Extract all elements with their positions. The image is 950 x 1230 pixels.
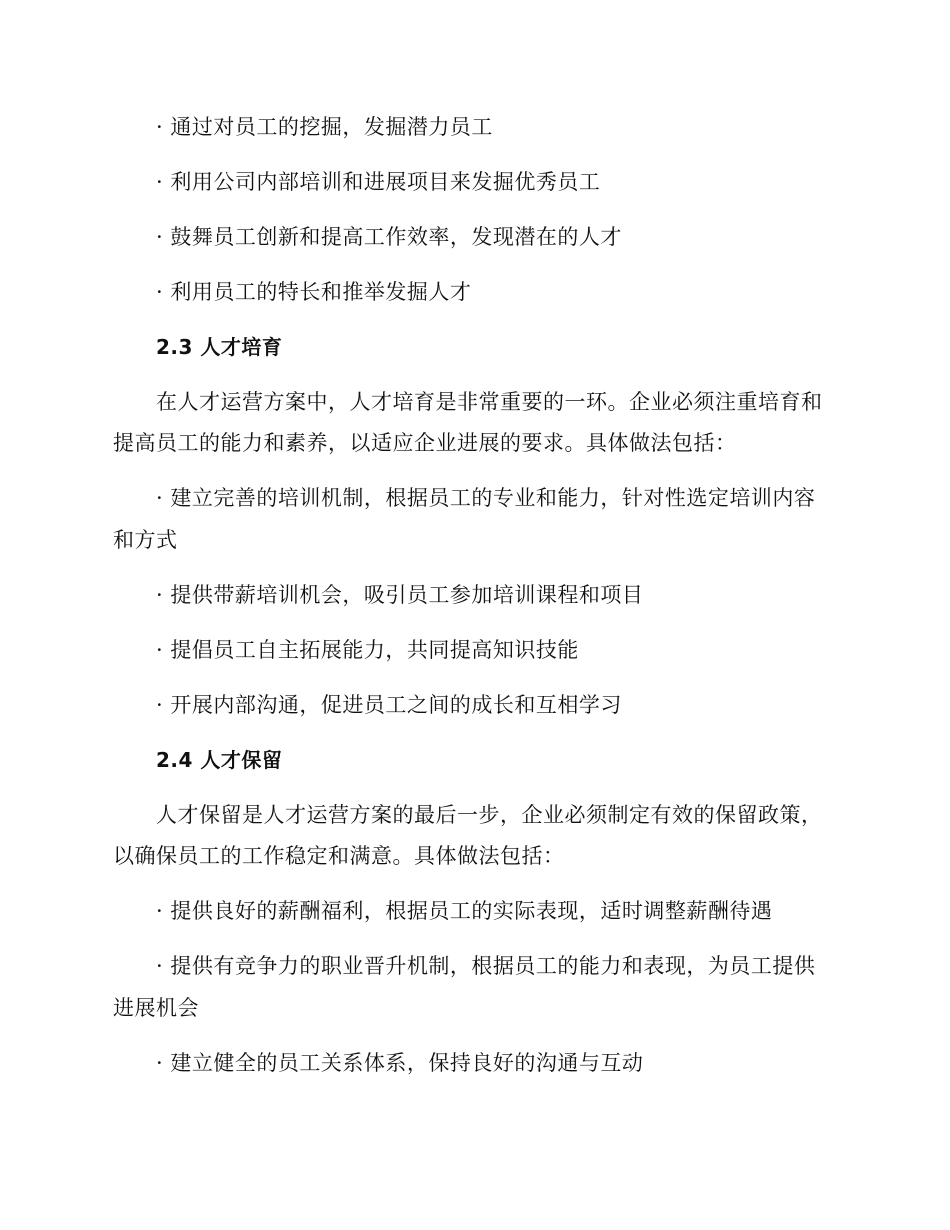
bullet-training-mechanism-line-2: 和方式 — [113, 528, 178, 552]
bullet-dig-potential: · 通过对员工的挖掘，发掘潜力员工 — [156, 115, 493, 139]
section-heading-2-3: 2.3 人才培育 — [156, 335, 283, 359]
section-heading-2-4: 2.4 人才保留 — [156, 748, 283, 772]
bullet-paid-training: · 提供带薪培训机会，吸引员工参加培训课程和项目 — [156, 583, 644, 607]
paragraph-2-3-line-1: 在人才运营方案中，人才培育是非常重要的一环。企业必须注重培育和 — [156, 390, 823, 414]
bullet-promotion-line-1: · 提供有竞争力的职业晋升机制，根据员工的能力和表现，为员工提供 — [156, 954, 816, 978]
bullet-internal-training: · 利用公司内部培训和进展项目来发掘优秀员工 — [156, 170, 601, 194]
bullet-innovation: · 鼓舞员工创新和提高工作效率，发现潜在的人才 — [156, 225, 622, 249]
bullet-employee-relations: · 建立健全的员工关系体系，保持良好的沟通与互动 — [156, 1051, 644, 1075]
bullet-self-development: · 提倡员工自主拓展能力，共同提高知识技能 — [156, 638, 579, 662]
bullet-specialty: · 利用员工的特长和推举发掘人才 — [156, 280, 472, 304]
bullet-promotion-line-2: 进展机会 — [113, 996, 199, 1020]
bullet-internal-communication: · 开展内部沟通，促进员工之间的成长和互相学习 — [156, 693, 622, 717]
paragraph-2-4-line-2: 以确保员工的工作稳定和满意。具体做法包括： — [113, 844, 565, 868]
paragraph-2-3-line-2: 提高员工的能力和素养，以适应企业进展的要求。具体做法包括： — [113, 431, 737, 455]
bullet-training-mechanism-line-1: · 建立完善的培训机制，根据员工的专业和能力，针对性选定培训内容 — [156, 486, 816, 510]
paragraph-2-4-line-1: 人才保留是人才运营方案的最后一步，企业必须制定有效的保留政策， — [156, 803, 823, 827]
bullet-compensation: · 提供良好的薪酬福利，根据员工的实际表现，适时调整薪酬待遇 — [156, 899, 773, 923]
